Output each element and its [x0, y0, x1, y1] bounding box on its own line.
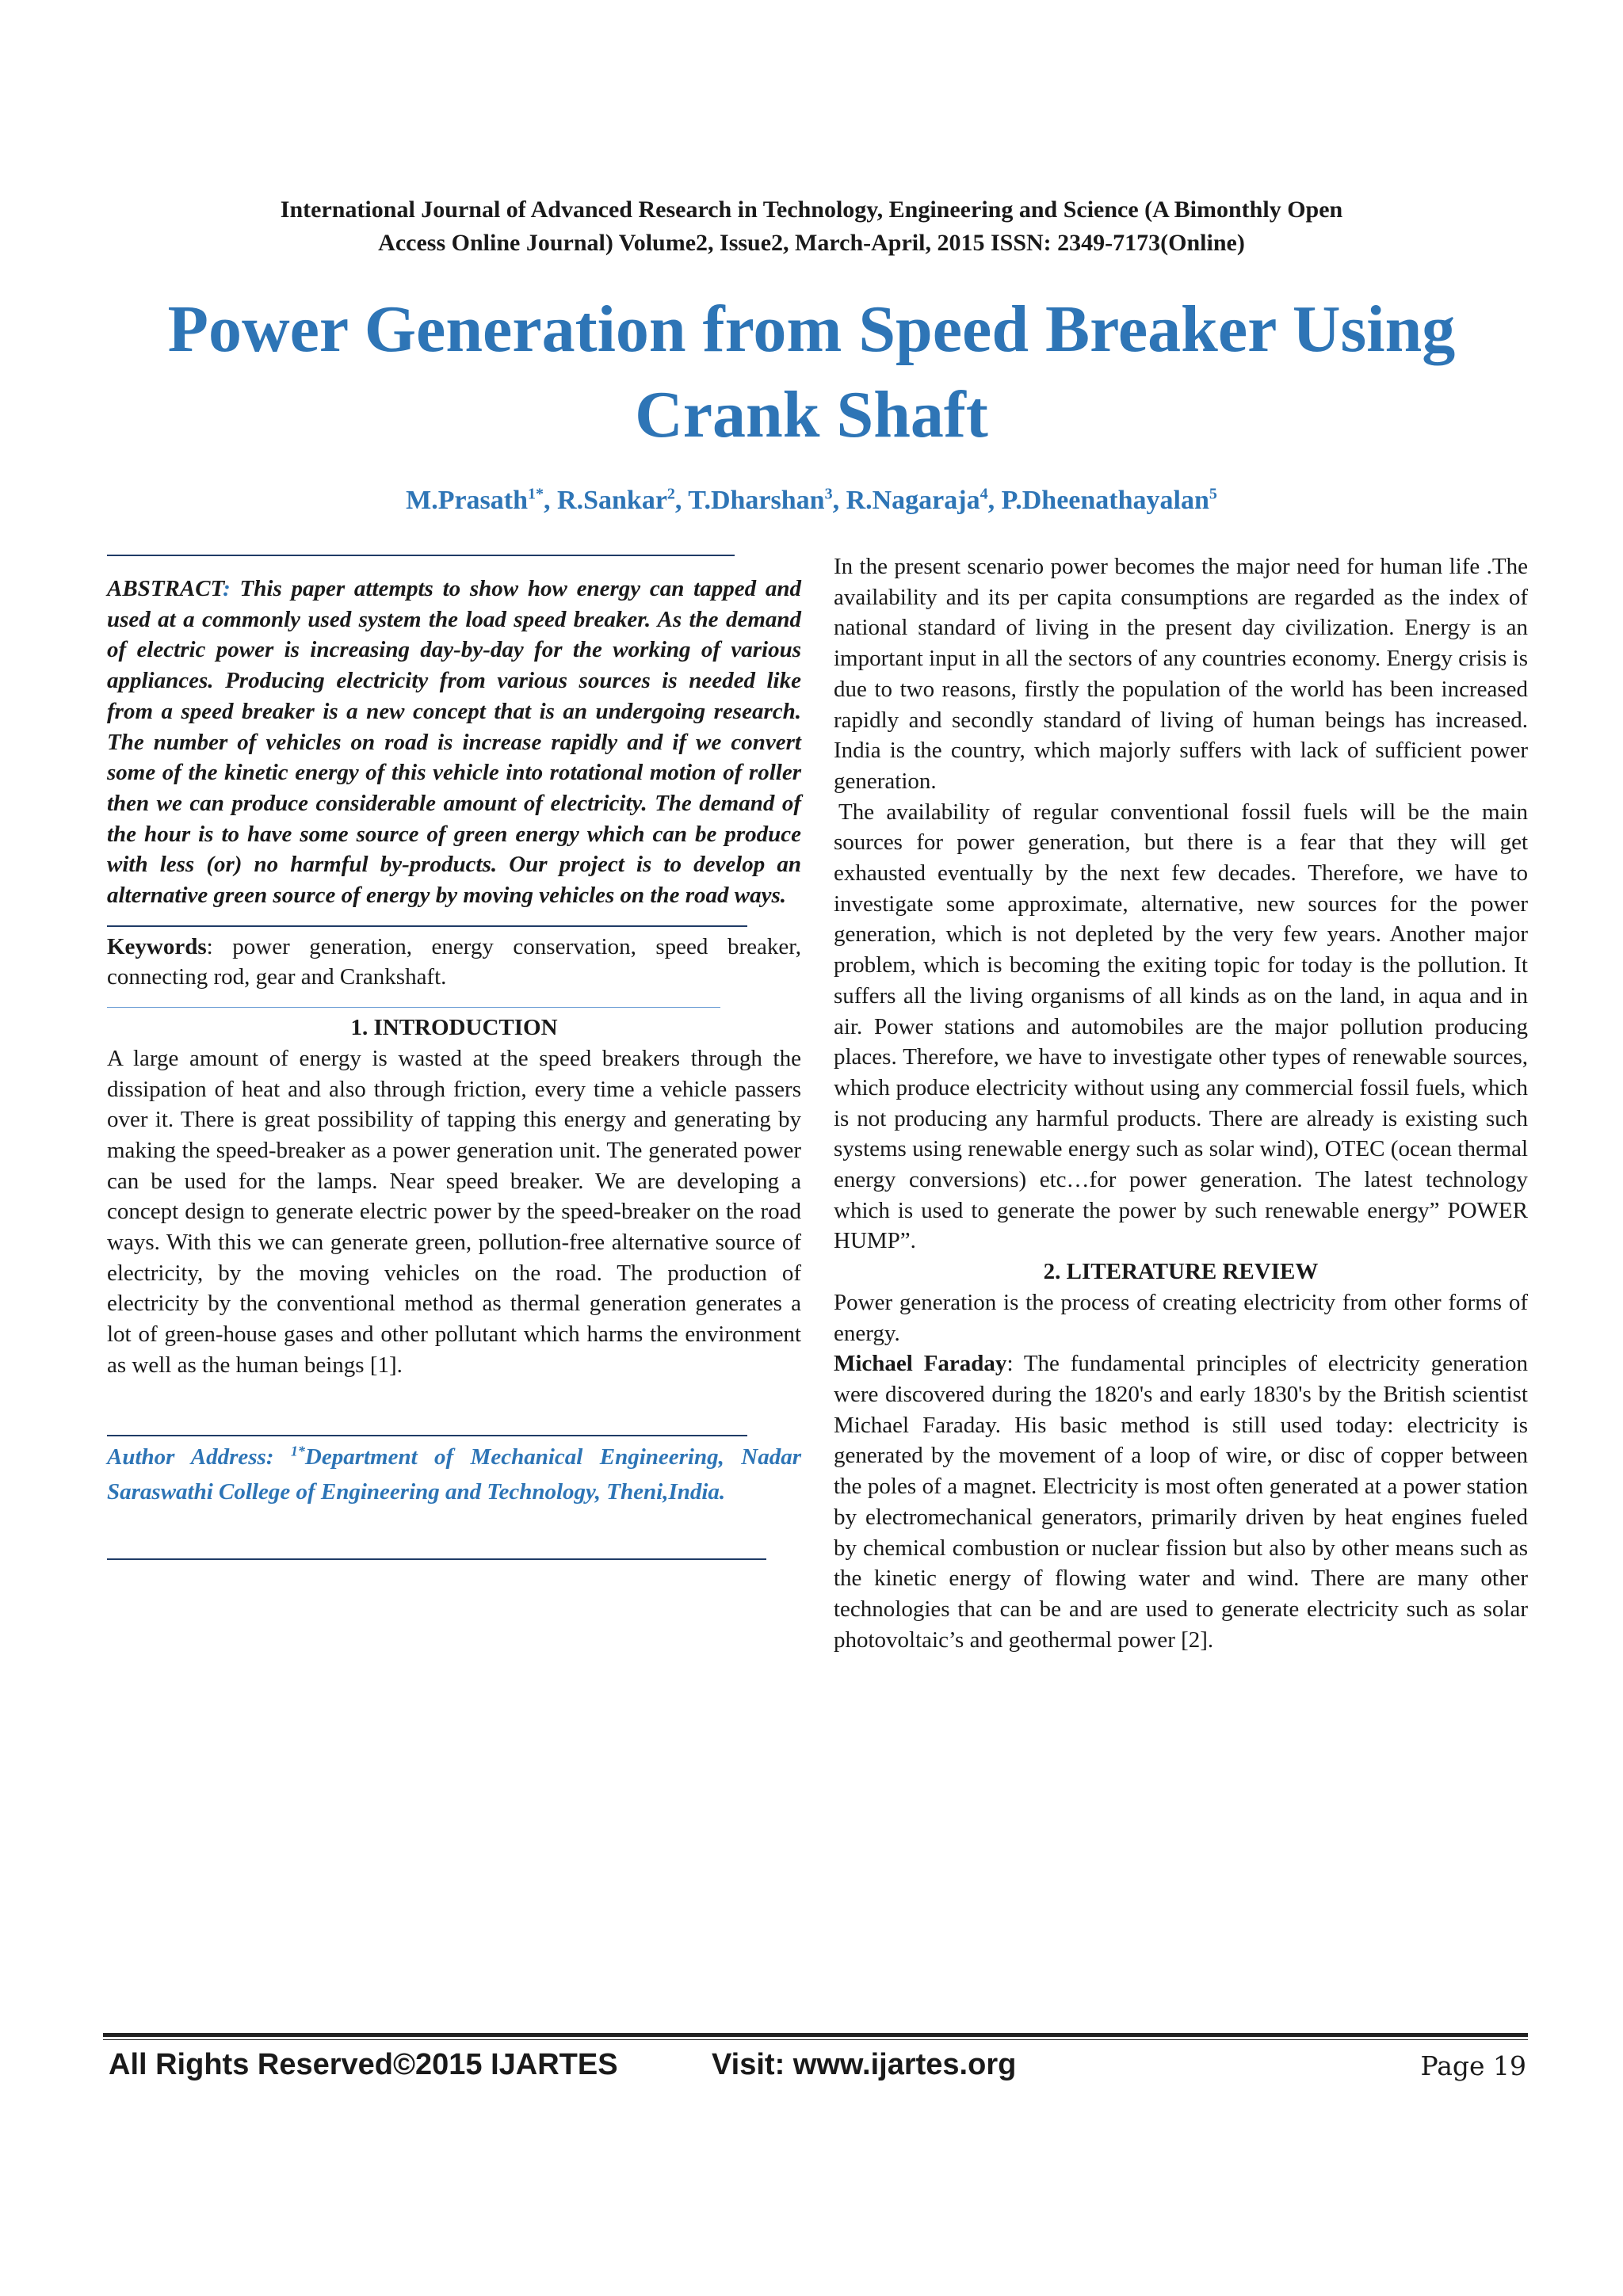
right-column: [834, 551, 1528, 1655]
page-number: Page 19: [1420, 2050, 1526, 2081]
author-list: [119, 483, 1504, 518]
author-separator: ,: [832, 486, 846, 515]
author-address-text: Department of Mechanical Engineering, Nadar Saraswathi College of Engineering and Technology, Theni,India.: [107, 1444, 801, 1505]
keywords: [107, 932, 801, 993]
author-address: [107, 1440, 801, 1509]
abstract-colon: :: [223, 576, 231, 601]
footer-divider: [103, 2039, 1528, 2040]
introduction-text: A large amount of energy is wasted at the speed breakers through the dissipation of heat and also through friction, every time a vehicle passers over it. There is great possibility of tapping this energy and generating by making the speed-breaker as a power generation unit. The generated power can be used for the lamps. Near speed breaker. We are developing a concept design to generate electric power by the speed-breaker on the road ways. With this we can generate green, pollution-free alternative source of electricity, by the moving vehicles on the road. The production of electricity by the conventional method as thermal generation generates a lot of green-house gases and other pollutant which harms the environment as well as the human beings [1].: [107, 1045, 801, 1378]
section-heading-introduction: 1. INTRODUCTION: [350, 1015, 558, 1041]
author-address-prefix: Author Address:: [107, 1444, 291, 1470]
journal-header: [158, 193, 1465, 260]
keywords-label: Keywords: [107, 933, 207, 959]
author-name: T.Dharshan: [688, 486, 825, 515]
abstract: [107, 574, 801, 911]
paper-title: [119, 287, 1504, 458]
divider: [107, 1435, 747, 1436]
divider: [107, 1558, 766, 1560]
left-column: [107, 555, 801, 1560]
author-separator: ,: [544, 486, 558, 515]
author-affiliation-mark: 1*: [528, 485, 544, 503]
divider: [107, 925, 747, 927]
faraday-text: : The fundamental principles of electricity generation were discovered during the 1820's and early 1830's by the British scientist Michael Faraday. His basic method is still used today: electricity is generated by the movement of a loop of wire, or disc of copper between the poles of a magnet. Electricity is most often generated at a power station by electromechanical generators, primarily driven by heat engines fueled by chemical combustion or nuclear fission but also by other means such as the kinetic energy of flowing water and wind. There are many other technologies that can be and are used to generate electricity such as solar photovoltaic’s and geothermal power [2].: [834, 1351, 1528, 1653]
footer-website[interactable]: Visit: www.ijartes.org: [712, 2048, 1017, 2081]
keywords-text: : power generation, energy conservation, speed breaker, connecting rod, gear and Crankshaft.: [107, 933, 801, 990]
author-affiliation-mark: 5: [1209, 485, 1217, 503]
paper-title-line2: Crank Shaft: [635, 378, 988, 452]
faraday-label: Michael Faraday: [834, 1351, 1007, 1377]
author-separator: ,: [674, 486, 689, 515]
author-affiliation-mark: 4: [980, 485, 988, 503]
author-name: M.Prasath: [406, 486, 529, 515]
paper-title-line1: Power Generation from Speed Breaker Using: [167, 292, 1456, 366]
author-separator: ,: [987, 486, 1002, 515]
author-address-mark: 1*: [290, 1442, 305, 1459]
body-paragraph: In the present scenario power becomes the major need for human life .The availability and its per capita consumptions are regarded as the index of national standard of living in the present day civilization. Energy is an important input in all the sectors of any countries economy. Energy crisis is due to two reasons, firstly the population of the world has been increased rapidly and secondly standard of living of human beings has increased. India is the country, which majorly suffers with lack of sufficient power generation.: [834, 554, 1528, 794]
body-paragraph: Power generation is the process of creating electricity from other forms of energy.: [834, 1289, 1528, 1346]
footer-rights: All Rights Reserved©2015 IJARTES: [109, 2048, 618, 2081]
body-paragraph: The availability of regular conventional fossil fuels will be the main sources for power generation, but there is a fear that they will get exhausted eventually by the next few decades. Therefore, we have to investigate some approximate, alternative, new sources for the power generation, which is not depleted by the very few years. Another major problem, which is becoming the exiting topic for today is the pollution. It suffers all the living organisms of all kinds as on the land, in aqua and in air. Power stations and automobiles are the major pollution producing places. Therefore, we have to investigate other types of renewable sources, which produce electricity without using any commercial fossil fuels, which is not producing any harmful products. There are already is existing such systems using renewable energy such as solar wind), OTEC (ocean thermal energy conversions) etc…for power generation. The latest technology which is used to generate the power by such renewable energy” POWER HUMP”.: [834, 799, 1528, 1254]
author-name: P.Dheenathayalan: [1001, 486, 1209, 515]
divider: [107, 555, 735, 556]
author-affiliation-mark: 2: [666, 485, 675, 503]
author-name: R.Nagaraja: [846, 486, 980, 515]
journal-header-line1: International Journal of Advanced Research in Technology, Engineering and Science (A Bimonthly Open: [280, 196, 1343, 223]
faraday-paragraph: [834, 1348, 1528, 1655]
author-name: R.Sankar: [557, 486, 667, 515]
footer-divider: [103, 2033, 1528, 2037]
abstract-label: ABSTRACT: [107, 576, 223, 601]
section-heading-literature-review: 2. LITERATURE REVIEW: [1043, 1259, 1319, 1285]
divider: [107, 1007, 720, 1008]
journal-header-line2: Access Online Journal) Volume2, Issue2, March-April, 2015 ISSN: 2349-7173(Online): [378, 230, 1245, 256]
abstract-text: This paper attempts to show how energy can tapped and used at a commonly used system the load speed breaker. As the demand of electric power is increasing day-by-day for the working of various appliances. Producing electricity from various sources is needed like from a speed breaker is a new concept that is an undergoing research. The number of vehicles on road is increase rapidly and if we convert some of the kinetic energy of this vehicle into rotational motion of roller then we can produce considerable amount of electricity. The demand of the hour is to have some source of green energy which can be produce with less (or) no harmful by-products. Our project is to develop an alternative green source of energy by moving vehicles on the road ways.: [107, 576, 801, 909]
author-affiliation-mark: 3: [824, 485, 833, 503]
